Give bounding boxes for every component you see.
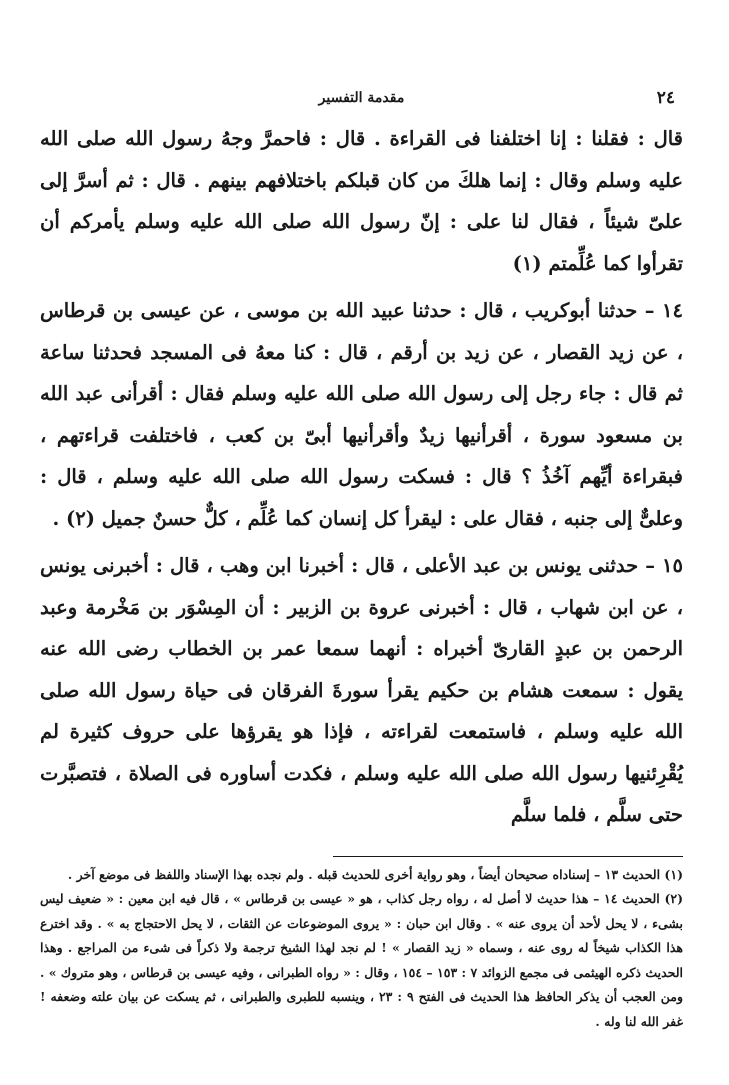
- hadith-number: ١٥: [662, 554, 683, 577]
- footnote: (٢) الحديث ١٤ – هذا حديث لا أصل له ، رواه رجل كذاب ، هو « عيسى بن قرطاس » ، قال فيه ابن معين : « ضعيف ليس بشىء ، لا يحل لأحد أن يروى عنه » . وقال ابن حبان : « يروى الموضوعات عن الثقات ، لا يحل الاحتجاج به » . وقد اخترع هذا الكذاب شيخاً له روى عنه ، وسماه « زيد القصار » ! لم نجد لهذا الشيخ ترجمة ولا ذكراً فى شىء من المراجع . وهذا الحديث ذكره الهيثمى فى مجمع الزوائد ٧ : ١٥٣ – ١٥٤ ، وقال : « رواه الطبرانى ، وفيه عيسى بن قرطاس ، وهو متروك » . ومن العجب أن يذكر الحافظ هذا الحديث فى الفتح ٩ : ٢٣ ، وينسبه للطبرى والطبرانى ، ثم يسكت عن بيان علته وضعفه ! غفر الله لنا وله .: [40, 891, 684, 1029]
- hadith-paragraph: [40, 290, 683, 539]
- page-number: ٢٤: [656, 88, 675, 108]
- paragraph-text: – حدثنا أبوكريب ، قال : حدثنا عبيد الله بن موسى ، عن عيسى بن قرطاس ، عن زيد القصار ، عن زيد بن أرقم ، قال : كنا معهُ فى المسجد فحدثنا ساعة ثم قال : جاء رجل إلى رسول الله صلى الله عليه وسلم فقال : أقرأنى عبد الله بن مسعود سورة ، أقرأنيها زيدٌ وأقرأنيها أبىّ بن كعب ، فاختلفت قراءتهم ، فبقراءة أيِّهم آخُذُ ؟ قال : فسكت رسول الله صلى الله عليه وسلم ، قال : وعلىٌّ إلى جنبه ، فقال على : ليقرأ كل إنسان كما عُلِّم ، كلٌّ حسنٌ جميل (٢) .: [40, 299, 683, 530]
- footnote-divider: [333, 856, 683, 857]
- running-title: مقدمة التفسير: [318, 90, 405, 106]
- hadith-number: ١٤: [662, 299, 683, 322]
- page-header: [40, 88, 683, 114]
- hadith-paragraph: [40, 545, 683, 836]
- main-text: [40, 118, 683, 836]
- paragraph-text: قال : فقلنا : إنا اختلفنا فى القراءة . قال : فاحمرَّ وجهُ رسول الله صلى الله عليه وسلم وقال : إنما هلكَ من كان قبلكم باختلافهم بينهم . قال : ثم أسرَّ إلى علىّ شيئاً ، فقال لنا على : إنّ رسول الله صلى الله عليه وسلم يأمركم أن تقرأوا كما عُلِّمتم (١): [40, 127, 683, 275]
- footnotes: [40, 863, 683, 1035]
- footnote: (١) الحديث ١٣ – إسناداه صحيحان أيضاً ، وهو رواية أخرى للحديث قبله . ولم نجده بهذا الإسناد واللفظ فى موضع آخر .: [67, 866, 683, 882]
- paragraph-continuation: [40, 118, 683, 284]
- paragraph-text: – حدثنى يونس بن عبد الأعلى ، قال : أخبرنا ابن وهب ، قال : أخبرنى يونس ، عن ابن شهاب ، قال : أخبرنى عروة بن الزبير : أن المِسْوَر بن مَخْرمة وعبد الرحمن بن عبدٍ القارىّ أخبراه : أنهما سمعا عمر بن الخطاب رضى الله عنه يقول : سمعت هشام بن حكيم يقرأ سورةَ الفرقان فى حياة رسول الله صلى الله عليه وسلم ، فاستمعت لقراءته ، فإذا هو يقرؤها على حروف كثيرة لم يُقْرِئنيها رسول الله صلى الله عليه وسلم ، فكدت أساوره فى الصلاة ، فتصبَّرت حتى سلَّم ، فلما سلَّم: [40, 554, 683, 826]
